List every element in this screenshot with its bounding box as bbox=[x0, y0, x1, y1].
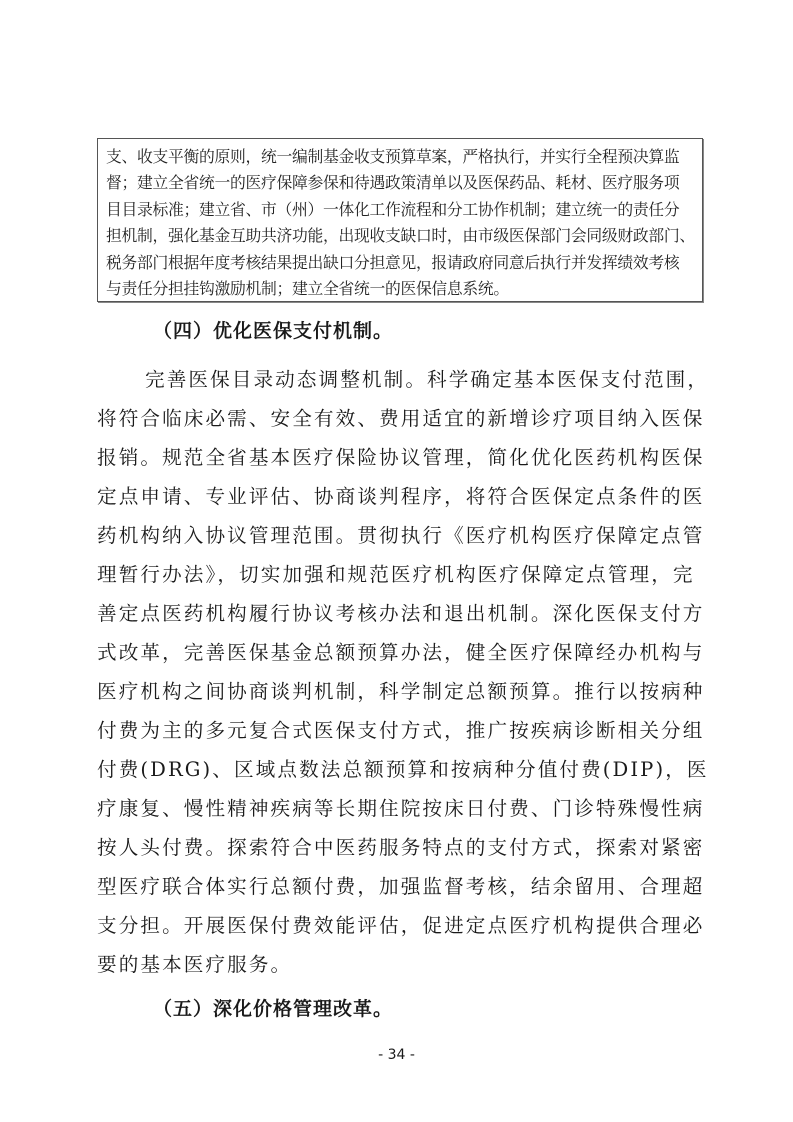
body-text-line: 式改革，完善医保基金总额预算办法，健全医疗保障经办机构与 bbox=[97, 641, 705, 664]
box-text-line: 督；建立全省统一的医疗保障参保和待遇政策清单以及医保药品、耗材、医疗服务项 bbox=[106, 173, 680, 193]
body-text-line: 医疗机构之间协商谈判机制，科学制定总额预算。推行以按病种 bbox=[97, 680, 705, 703]
section-heading-4: （四）优化医保支付机制。 bbox=[153, 320, 394, 342]
body-text-line: 报销。规范全省基本医疗保险协议管理，简化优化医药机构医保 bbox=[97, 446, 705, 469]
body-text-line: 要的基本医疗服务。 bbox=[97, 953, 293, 976]
body-text-line: 定点申请、专业评估、协商谈判程序，将符合医保定点条件的医 bbox=[97, 485, 705, 508]
body-text-line: 完善医保目录动态调整机制。科学确定基本医保支付范围， bbox=[145, 368, 710, 391]
body-text-line: 按人头付费。探索符合中医药服务特点的支付方式，探索对紧密 bbox=[97, 836, 705, 859]
body-text-line: 药机构纳入协议管理范围。贯彻执行《医疗机构医疗保障定点管 bbox=[97, 524, 705, 547]
box-text-line: 担机制，强化基金互助共济功能，出现收支缺口时，由市级医保部门会同级财政部门、 bbox=[106, 226, 695, 246]
box-text-line: 与责任分担挂钩激励机制；建立全省统一的医保信息系统。 bbox=[106, 279, 509, 299]
body-text-line: 付费为主的多元复合式医保支付方式，推广按疾病诊断相关分组 bbox=[97, 719, 705, 742]
box-text-line: 支、收支平衡的原则，统一编制基金收支预算草案，严格执行，并实行全程预决算监 bbox=[106, 147, 680, 166]
body-text-line: 支分担。开展医保付费效能评估，促进定点医疗机构提供合理必 bbox=[97, 914, 705, 937]
body-text-line: 疗康复、慢性精神疾病等长期住院按床日付费、门诊特殊慢性病 bbox=[97, 797, 705, 820]
boxed-text-panel bbox=[97, 138, 703, 302]
page-number: - 34 - bbox=[378, 1047, 415, 1063]
body-text-line: 付费(DRG)、区域点数法总额预算和按病种分值付费(DIP)，医 bbox=[97, 758, 709, 781]
box-text-line: 目目录标准；建立省、市（州）一体化工作流程和分工协作机制；建立统一的责任分 bbox=[106, 199, 680, 219]
body-text-line: 理暂行办法》，切实加强和规范医疗机构医疗保障定点管理，完 bbox=[97, 563, 695, 586]
body-text-line: 善定点医药机构履行协议考核办法和退出机制。深化医保支付方 bbox=[97, 602, 705, 625]
body-text-line: 将符合临床必需、安全有效、费用适宜的新增诊疗项目纳入医保 bbox=[97, 407, 705, 430]
box-text-line: 税务部门根据年度考核结果提出缺口分担意见，报请政府同意后执行并发挥绩效考核 bbox=[106, 252, 680, 272]
body-text-line: 型医疗联合体实行总额付费，加强监督考核，结余留用、合理超 bbox=[97, 875, 705, 898]
section-heading-5: （五）深化价格管理改革。 bbox=[153, 998, 394, 1020]
